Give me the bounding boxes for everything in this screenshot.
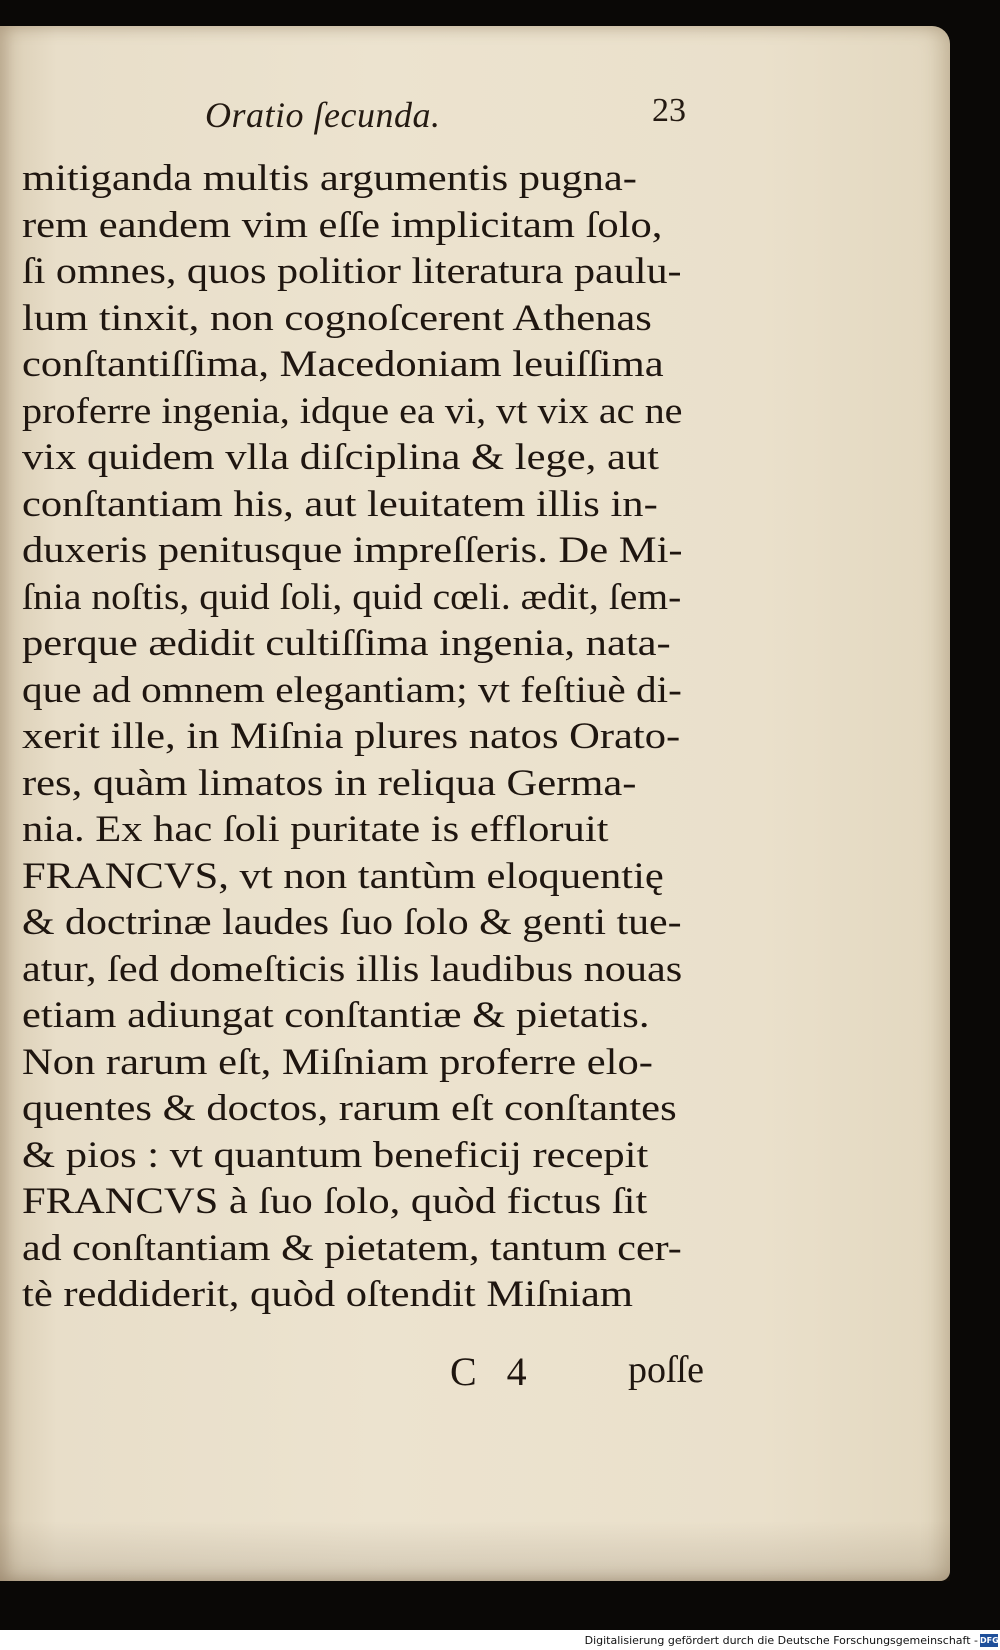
text-line: que ad omnem elegantiam; vt feſtiuè di- [22, 669, 682, 711]
text-line: vix quidem vlla diſciplina & lege, aut [22, 437, 659, 478]
text-line: duxeris penitusque impreſſeris. De Mi- [22, 530, 683, 571]
text-line: quentes & doctos, rarum eſt conſtantes [22, 1088, 677, 1129]
signature-mark: C 4 [450, 1349, 537, 1394]
text-line: tè reddiderit, quòd oſtendit Miſniam [22, 1274, 633, 1315]
catchword: poſſe [628, 1349, 704, 1391]
text-line: proferre ingenia, idque ea vi, vt vix ac ne [22, 390, 683, 432]
text-line: ſnia noſtis, quid ſoli, quid cœli. ædit, ſem- [22, 576, 682, 618]
text-line: xerit ille, in Miſnia plures natos Orato- [22, 716, 681, 757]
footer-bar [0, 1630, 1000, 1650]
page-bottom-edge [0, 1521, 950, 1581]
text-line: res, quàm limatos in reliqua Germa- [22, 762, 637, 804]
text-line: lum tinxit, non cognoſcerent Athenas [22, 297, 652, 339]
body-text [22, 156, 722, 1319]
text-line: conſtantiſſima, Macedoniam leuiſſima [22, 344, 664, 385]
text-line: atur, ſed domeſticis illis laudibus nouas [22, 948, 683, 990]
text-line: etiam adiungat conſtantiæ & pietatis. [22, 995, 650, 1036]
text-line: & doctrinæ laudes ſuo ſolo & genti tue- [22, 902, 682, 943]
book-page [0, 26, 950, 1581]
dfg-logo: DFG [980, 1636, 999, 1645]
footer-credit: Digitalisierung gefördert durch die Deutsche Forschungsgemeinschaft - [584, 1634, 978, 1647]
text-line: FRANCVS, vt non tantùm eloquentię [22, 855, 664, 897]
running-head: Oratio ſecunda. [205, 95, 441, 135]
text-line: mitiganda multis argumentis pugna- [22, 158, 637, 199]
text-line: conſtantiam his, aut leuitatem illis in- [22, 483, 658, 525]
text-line: FRANCVS à ſuo ſolo, quòd fictus ſit [22, 1181, 648, 1222]
text-line: rem eandem vim eſſe implicitam ſolo, [22, 204, 663, 246]
text-line: & pios : vt quantum beneficij recepit [22, 1134, 649, 1176]
text-line: ſi omnes, quos politior literatura paulu- [22, 251, 682, 292]
text-line: nia. Ex hac ſoli puritate is effloruit [22, 809, 609, 850]
text-line: Non rarum eſt, Miſniam proferre elo- [22, 1041, 653, 1083]
text-line: ad conſtantiam & pietatem, tantum cer- [22, 1227, 682, 1269]
text-line: perque ædidit cultiſſima ingenia, nata- [22, 623, 671, 664]
page-number: 23 [652, 92, 686, 129]
